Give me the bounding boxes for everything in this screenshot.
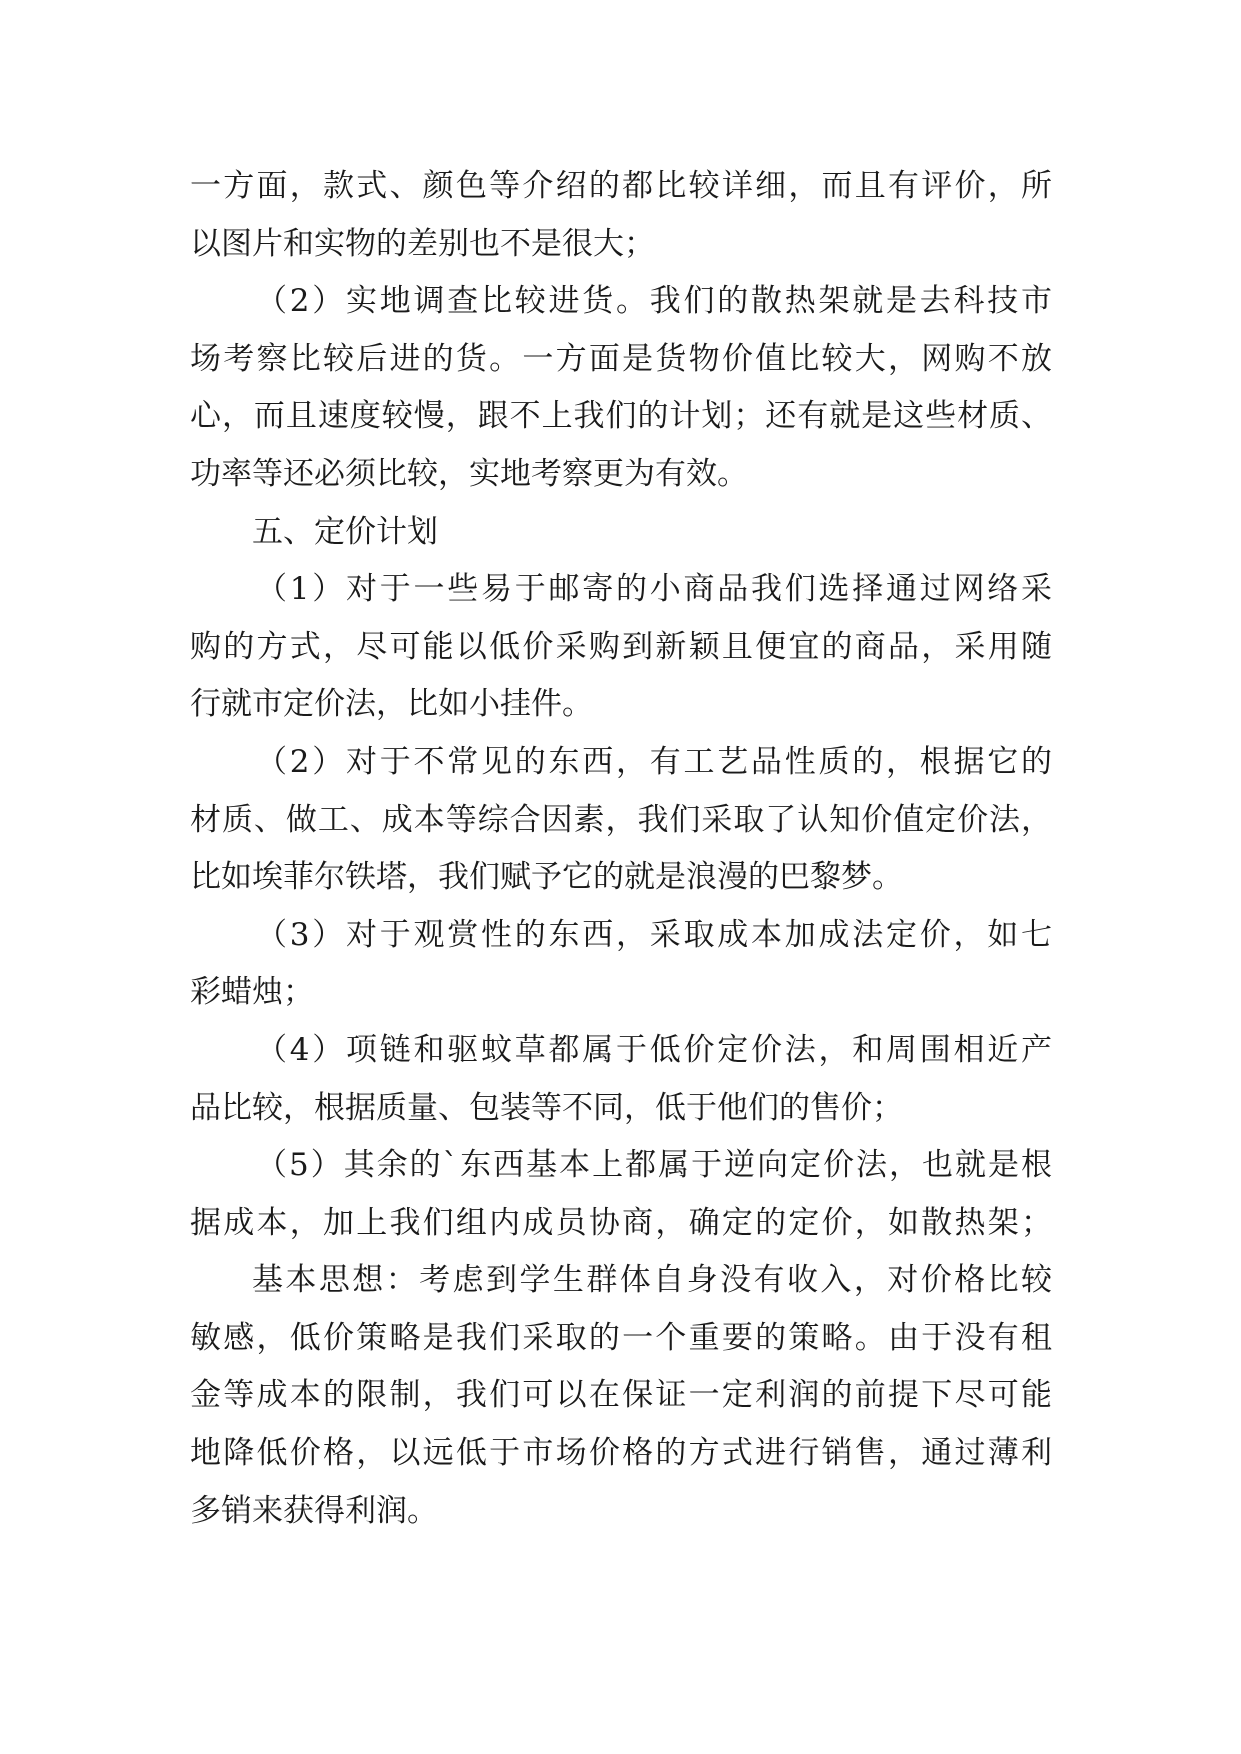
text-line: 一方面，款式、颜色等介绍的都比较详细，而且有评价，所 <box>190 168 1052 204</box>
document-body <box>190 158 1052 1540</box>
text-line: （4）项链和驱蚊草都属于低价定价法，和周围相近产 <box>256 1031 1052 1068</box>
text-line: 品比较，根据质量、包装等不同，低于他们的售价； <box>190 1089 903 1126</box>
text-line: 基本思想：考虑到学生群体自身没有收入，对价格比较 <box>252 1262 1052 1299</box>
text-line: 金等成本的限制，我们可以在保证一定利润的前提下尽可能 <box>190 1377 1052 1414</box>
text-line: 购的方式，尽可能以低价采购到新颖且便宜的商品，采用随 <box>190 628 1052 665</box>
text-line: 据成本，加上我们组内成员协商，确定的定价，如散热架； <box>190 1204 1052 1241</box>
text-line: （2）对于不常见的东西，有工艺品性质的，根据它的 <box>256 743 1052 780</box>
text-line: 比如埃菲尔铁塔，我们赋予它的就是浪漫的巴黎梦。 <box>190 859 903 896</box>
text-line: 敏感，低价策略是我们采取的一个重要的策略。由于没有租 <box>190 1319 1052 1356</box>
text-line: 彩蜡烛； <box>190 974 314 1011</box>
text-line: 地降低价格，以远低于市场价格的方式进行销售，通过薄利 <box>190 1435 1052 1472</box>
text-line: 场考察比较后进的货。一方面是货物价值比较大，网购不放 <box>190 340 1052 377</box>
text-line: 以图片和实物的差别也不是很大； <box>190 225 655 262</box>
section-heading: 五、定价计划 <box>252 513 438 550</box>
text-line: 功率等还必须比较，实地考察更为有效。 <box>190 455 748 492</box>
text-line: 心，而且速度较慢，跟不上我们的计划；还有就是这些材质、 <box>190 398 1052 435</box>
text-line: （2）实地调查比较进货。我们的散热架就是去科技市 <box>256 283 1052 320</box>
text-line: （5）其余的`东西基本上都属于逆向定价法，也就是根 <box>256 1147 1052 1184</box>
text-line: （3）对于观赏性的东西，采取成本加成法定价，如七 <box>256 916 1052 953</box>
text-line: 材质、做工、成本等综合因素，我们采取了认知价值定价法， <box>190 801 1052 838</box>
text-line: （1）对于一些易于邮寄的小商品我们选择通过网络采 <box>256 571 1052 608</box>
text-line: 行就市定价法，比如小挂件。 <box>190 686 593 723</box>
text-line: 多销来获得利润。 <box>190 1492 438 1529</box>
